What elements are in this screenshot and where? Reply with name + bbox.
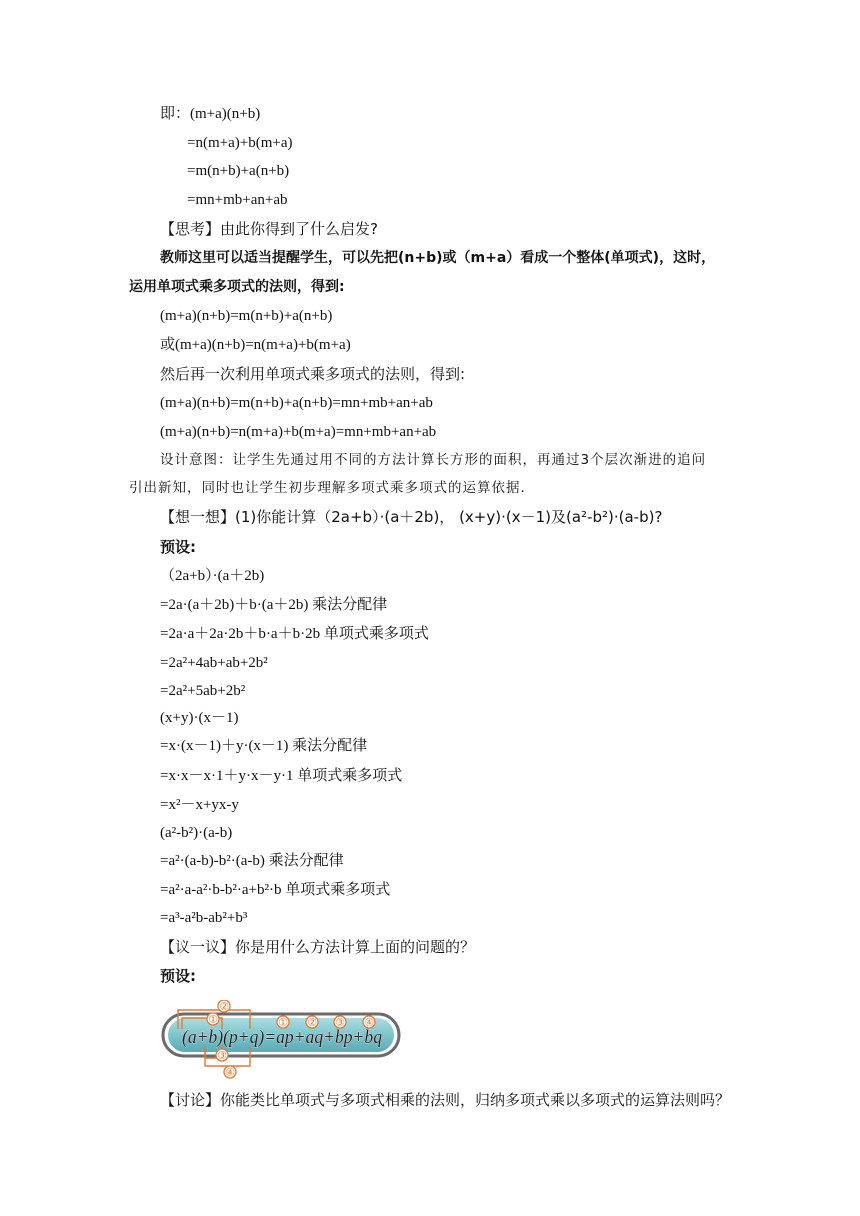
text-line: (x+y)·(x－1): [160, 710, 239, 726]
text-line: =x·(x－1)＋y·(x－1) 乘法分配律: [160, 738, 368, 754]
text-line: 即：(m+a)(n+b): [160, 106, 261, 122]
text-line: 预设:: [160, 538, 196, 556]
text-line: (a²-b²)·(a-b): [160, 825, 233, 841]
text-line: =2a·(a＋2b)＋b·(a＋2b) 乘法分配律: [160, 597, 388, 613]
marker-label: ②: [307, 1016, 317, 1029]
text-line: (m+a)(n+b)=n(m+a)+b(m+a)=mn+mb+an+ab: [160, 424, 437, 440]
text-line: (m+a)(n+b)=m(n+b)+a(n+b)=mn+mb+an+ab: [160, 395, 433, 411]
text-line: 或(m+a)(n+b)=n(m+a)+b(m+a): [160, 337, 351, 353]
marker-label: ②: [219, 1000, 229, 1013]
text-line: =m(n+b)+a(n+b): [187, 163, 290, 179]
formula-text: (a+b)(p+q)=ap+aq+bp+bq: [182, 1027, 383, 1048]
text-line: 引出新知，同时也让学生初步理解多项式乘多项式的运算依据.: [129, 480, 526, 496]
text-line: 【思考】由此你得到了什么启发?: [160, 220, 378, 238]
text-line: =2a·a＋2a·2b＋b·a＋b·2b 单项式乘多项式: [160, 626, 429, 642]
text-line: 教师这里可以适当提醒学生，可以先把(n+b)或（m+a）看成一个整体(单项式)，这时，: [160, 250, 716, 266]
text-line: 运用单项式乘多项式的法则，得到:: [129, 279, 345, 295]
marker-label: ④: [225, 1066, 235, 1079]
text-line: 【议一议】你是用什么方法计算上面的问题的？: [160, 938, 476, 956]
text-line: 【想一想】(1)你能计算（2a+b）·(a＋2b)， (x+y)·(x－1)及(a²-b²)·(a-b)?: [160, 508, 663, 526]
text-line: =x²－x+yx-y: [160, 797, 239, 813]
marker-label: ③: [335, 1016, 345, 1029]
formula-diagram-svg: [160, 1000, 402, 1082]
text-line: 预设:: [160, 967, 196, 985]
text-line: =a²·(a-b)-b²·(a-b) 乘法分配律: [160, 853, 344, 869]
text-line: =2a²+5ab+2b²: [160, 683, 246, 699]
formula-diagram: [160, 1000, 402, 1082]
marker-label: ①: [278, 1016, 288, 1029]
text-line: 设计意图：让学生先通过用不同的方法计算长方形的面积，再通过3个层次渐进的追问: [160, 452, 707, 468]
text-line: 然后再一次利用单项式乘多项式的法则，得到:: [160, 365, 466, 383]
text-line: 【讨论】你能类比单项式与多项式相乘的法则，归纳多项式乘以多项式的运算法则吗？: [160, 1091, 731, 1109]
marker-label: ①: [208, 1013, 218, 1026]
text-line: =n(m+a)+b(m+a): [187, 135, 293, 151]
text-line: （2a+b）·(a＋2b): [160, 568, 265, 584]
text-line: =x·x－x·1＋y·x－y·1 单项式乘多项式: [160, 768, 403, 784]
text-line: =a²·a-a²·b-b²·a+b²·b 单项式乘多项式: [160, 882, 391, 898]
marker-label: ④: [364, 1016, 374, 1029]
text-line: =a³-a²b-ab²+b³: [160, 910, 248, 926]
text-line: =2a²+4ab+ab+2b²: [160, 655, 268, 671]
text-line: (m+a)(n+b)=m(n+b)+a(n+b): [160, 308, 333, 324]
marker-label: ③: [217, 1049, 227, 1062]
text-line: =mn+mb+an+ab: [187, 192, 288, 208]
